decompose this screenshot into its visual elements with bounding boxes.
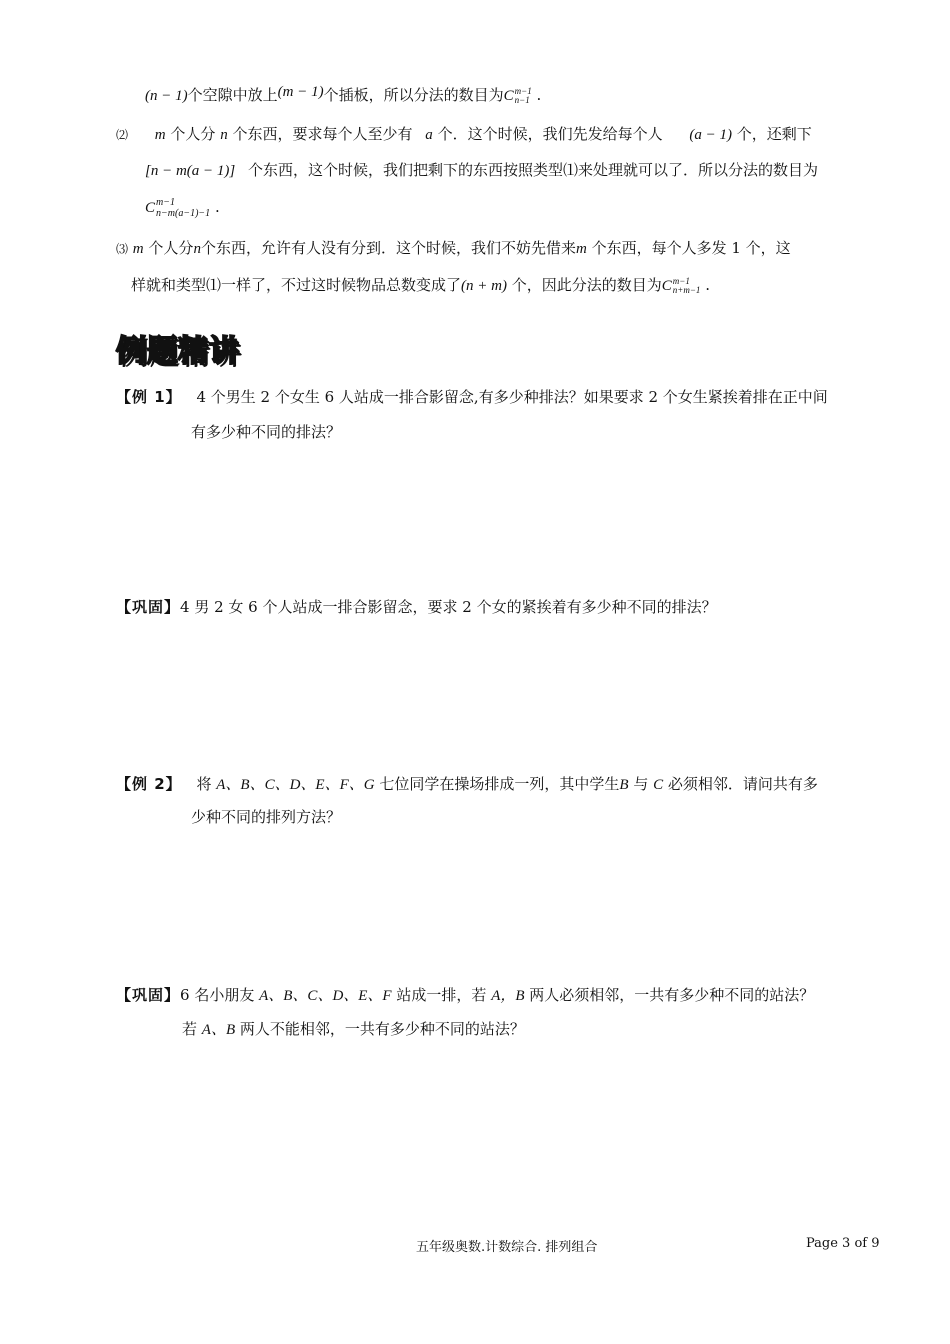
math-var: a <box>425 127 433 143</box>
math-letters: A，B <box>491 988 525 1004</box>
period: . <box>705 276 710 294</box>
text-span: 个东西，这个时候，我们把剩下的东西按照类型⑴来处理就可以了．所以分法的数目为 <box>248 161 819 179</box>
text-span: 两人不能相邻，一共有多少种不同的站法？ <box>239 1020 525 1038</box>
comb-sub: n+m−1 <box>672 285 701 295</box>
consolidation-label: 【巩固】 <box>116 598 181 616</box>
text-span: 个空隙中放上 <box>187 86 278 104</box>
item-number: ⑶ <box>116 242 129 256</box>
math-letters: A、B、C、D、E、F、G <box>216 777 375 793</box>
text-span: 个人分 <box>148 239 194 257</box>
consolidation-label: 【巩固】 <box>116 986 181 1004</box>
example-2 <box>116 773 818 794</box>
combination-symbol: C <box>145 200 156 216</box>
text-span: 个东西，要求每个人至少有 <box>232 125 413 143</box>
text-span: 6 名小朋友 <box>180 986 255 1004</box>
consolidation-2 <box>116 984 814 1005</box>
type3-line2 <box>131 274 710 295</box>
math-expr: (m − 1) <box>277 84 324 100</box>
example-label: 【例 2】 <box>116 775 182 793</box>
type2-line3 <box>145 197 220 219</box>
text-span: 个，因此分法的数目为 <box>511 276 662 294</box>
type2-line2 <box>145 159 818 180</box>
text-span: 个人分 <box>170 125 216 143</box>
math-var: m <box>132 241 144 257</box>
consolidation-2-line2 <box>182 1018 525 1039</box>
type2-line1 <box>116 123 812 144</box>
comb-sup: m−1 <box>514 86 532 96</box>
example-1-line2: 有多少种不同的排法？ <box>191 423 342 441</box>
footer-title: 五年级奥数.计数综合. 排列组合 <box>416 1240 598 1255</box>
math-var: C <box>653 777 664 793</box>
intro-line <box>145 84 541 105</box>
text-span: 两人必须相邻，一共有多少种不同的站法？ <box>529 986 815 1004</box>
math-var: m <box>575 241 587 257</box>
comb-sup: m−1 <box>156 197 175 208</box>
example-label: 【例 1】 <box>116 388 182 406</box>
period: . <box>214 198 220 216</box>
text-span: 必须相邻．请问共有多 <box>667 775 818 793</box>
text-span: 与 <box>633 775 649 793</box>
text-span: 站成一排，若 <box>396 986 487 1004</box>
text-span: 个插板，所以分法的数目为 <box>323 86 504 104</box>
combination-indices <box>673 277 701 295</box>
combination-symbol: C <box>503 88 514 104</box>
math-expr: (n − 1) <box>145 88 188 104</box>
consolidation-1 <box>116 596 717 617</box>
text-span: 个东西，每个人多发 1 个，这 <box>591 239 791 257</box>
math-var: B <box>619 777 629 793</box>
text-span: 个．这个时候，我们先发给每个人 <box>437 125 663 143</box>
combination-symbol: C <box>661 278 672 294</box>
math-expr: (n + m) <box>461 278 507 294</box>
example-text: 4 个男生 2 个女生 6 人站成一排合影留念,有多少种排法？如果要求 2 个女生紧挨着排在正中间 <box>196 388 828 406</box>
period: . <box>536 86 542 104</box>
math-expr: [n − m(a − 1)] <box>145 163 236 179</box>
type3-line1 <box>116 237 791 258</box>
example-1 <box>116 386 828 407</box>
text-span: 七位同学在操场排成一列，其中学生 <box>379 775 620 793</box>
math-letters: A、B、C、D、E、F <box>259 988 392 1004</box>
combination-indices <box>156 197 210 219</box>
comb-sub: n−1 <box>514 95 530 105</box>
comb-sub: n−m(a−1)−1 <box>156 208 211 219</box>
item-number: ⑵ <box>116 128 129 142</box>
math-expr: (a − 1) <box>689 127 732 143</box>
text-span: 个，还剩下 <box>736 125 812 143</box>
text-span: 个东西，允许有人没有分到．这个时候，我们不妨先借来 <box>200 239 576 257</box>
text-span: 将 <box>196 775 212 793</box>
math-var: m <box>154 127 166 143</box>
example-2-line2: 少种不同的排列方法？ <box>191 808 342 826</box>
math-letters: A、B <box>201 1022 236 1038</box>
consolidation-text: 4 男 2 女 6 个人站成一排合影留念，要求 2 个女的紧挨着有多少种不同的排法？ <box>180 598 717 616</box>
footer-page-number: Page 3 of 9 <box>806 1236 880 1251</box>
math-var: n <box>193 241 201 257</box>
comb-sup: m−1 <box>672 276 690 286</box>
section-heading: 例题精讲 <box>116 334 240 369</box>
math-var: n <box>220 127 228 143</box>
combination-indices <box>515 87 532 105</box>
text-span: 若 <box>182 1020 198 1038</box>
text-span: 样就和类型⑴一样了，不过这时候物品总数变成了 <box>131 276 462 294</box>
